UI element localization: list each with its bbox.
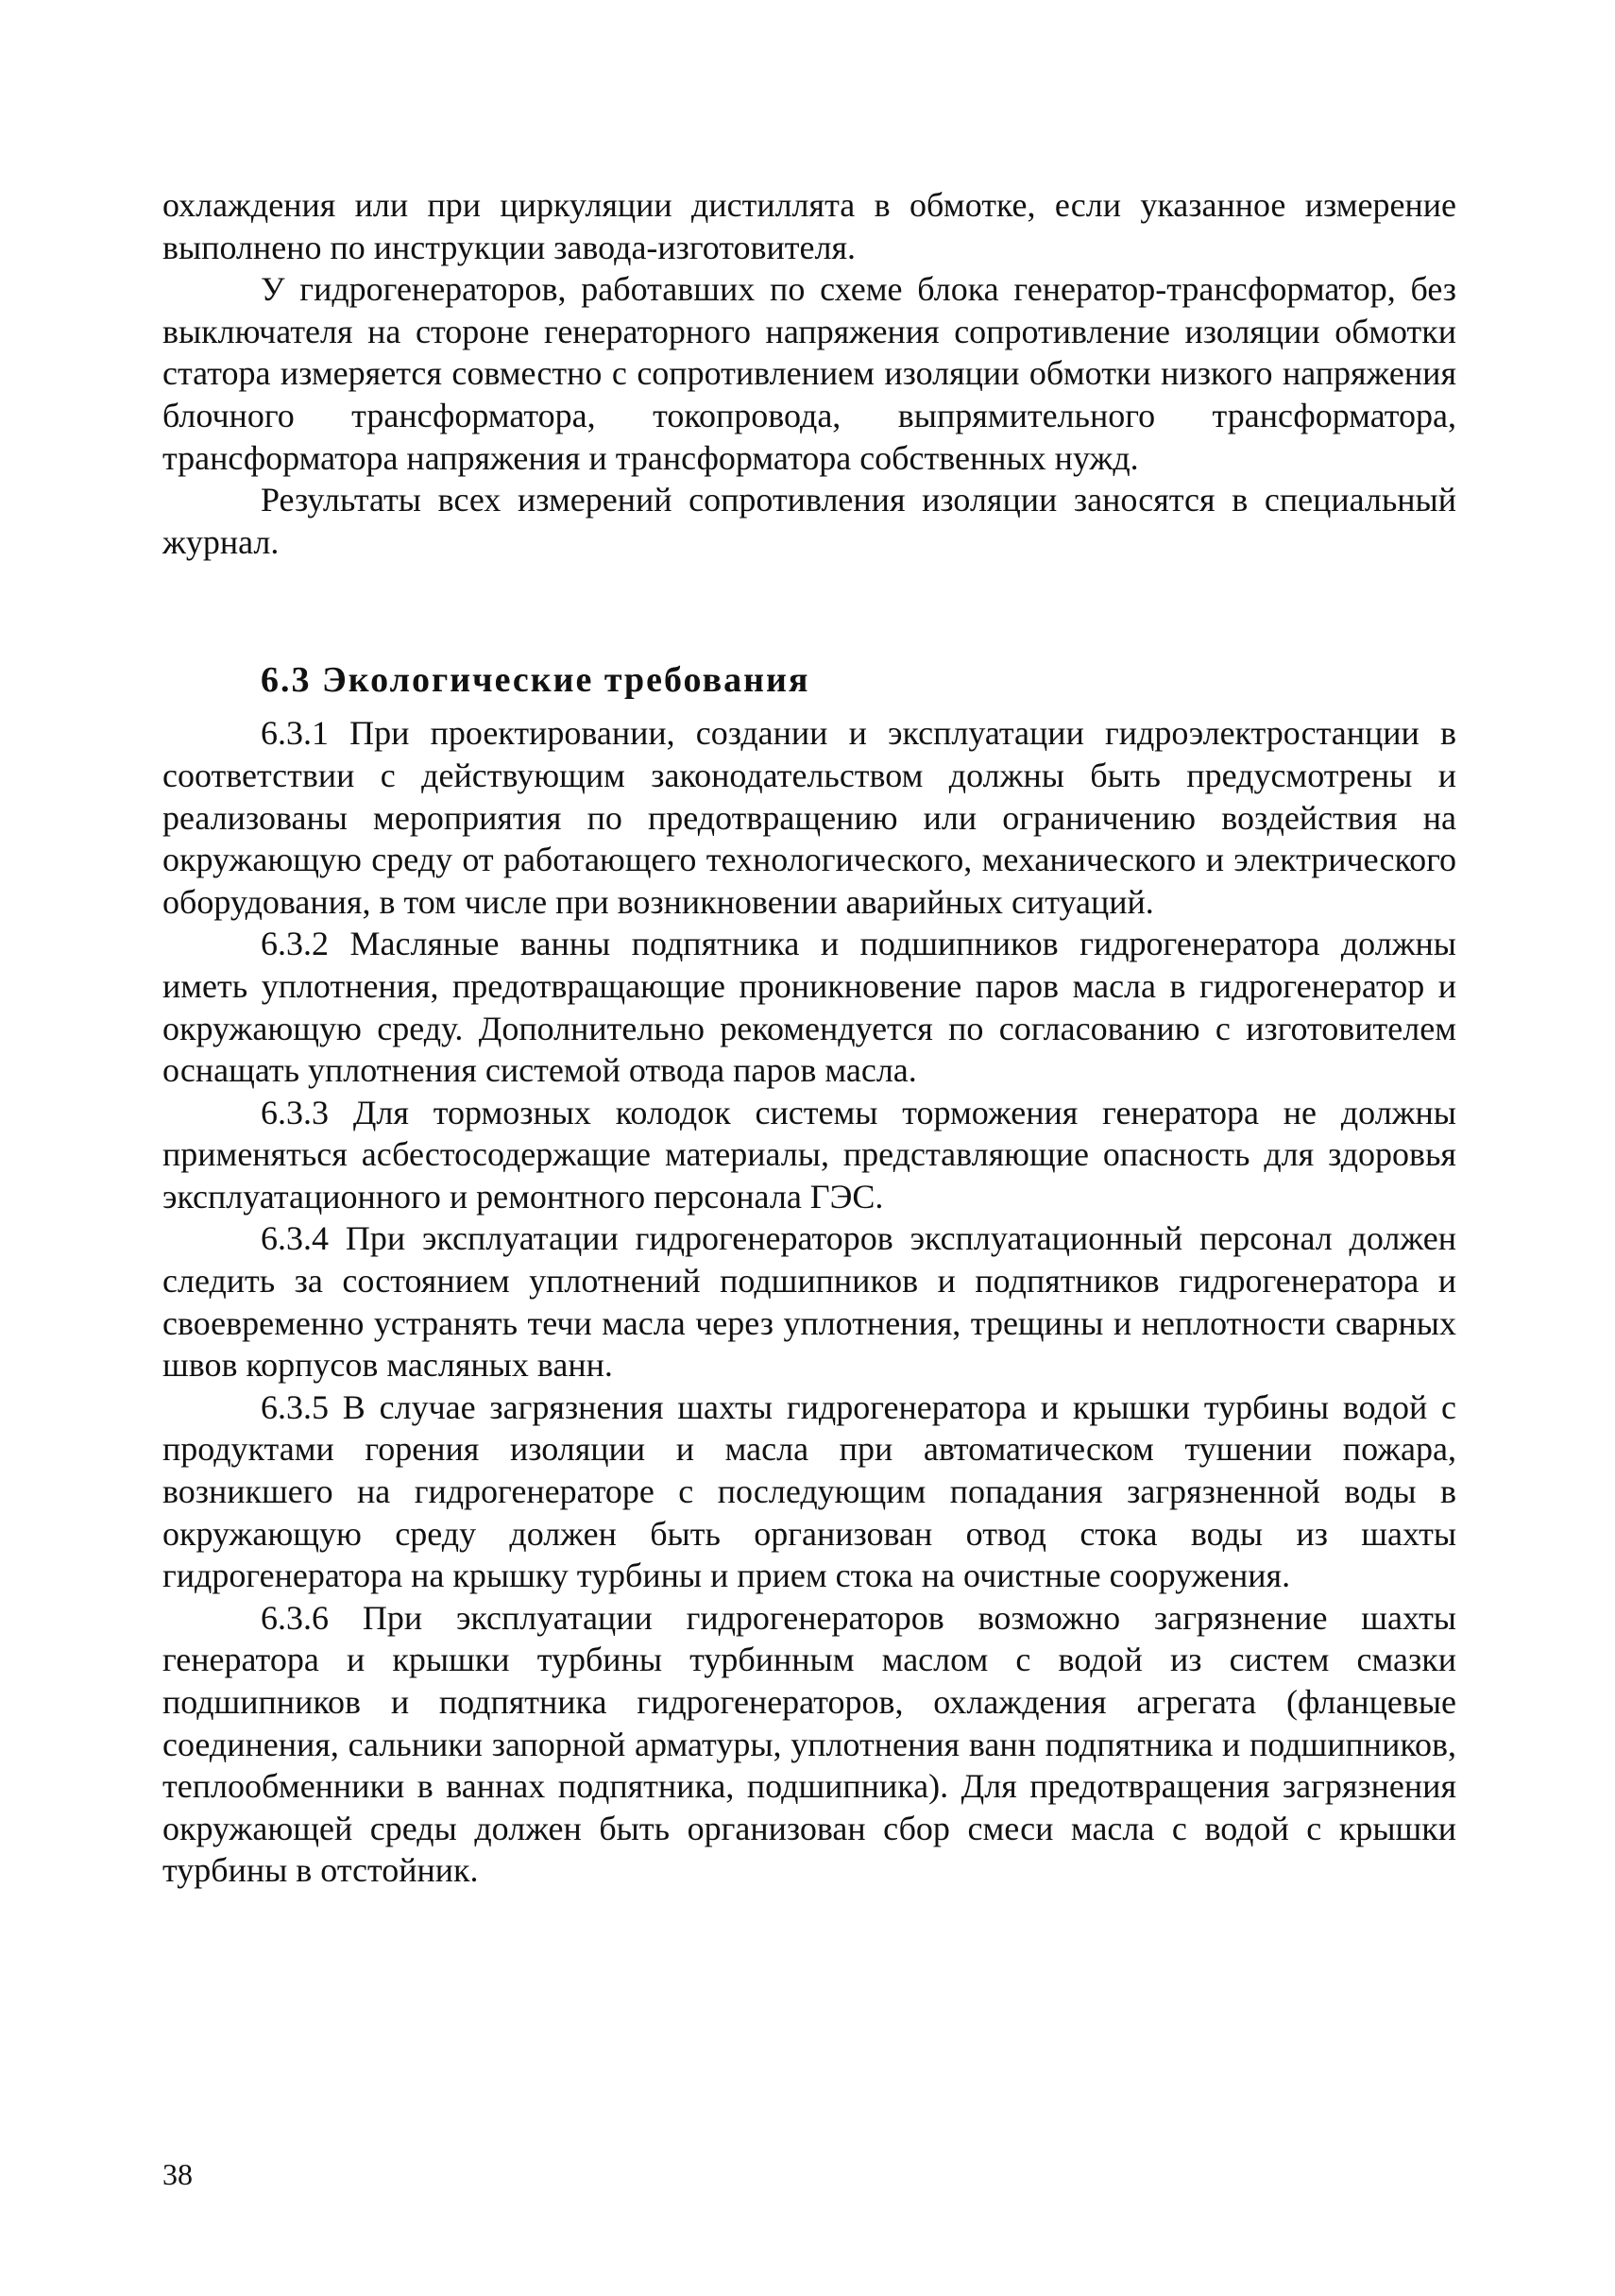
page-number: 38: [162, 2157, 193, 2191]
paragraph-6-3-6: 6.3.6 При эксплуатации гидрогенераторов возможно загрязнение шахты генератора и крышки турбины турбинным маслом с водой из систем смазки подшипников и подпятника гидрогенераторов, охлаждения агрегата (фланцевые соединения, сальники запорной арматуры, уплотнения ванн подпятника и подшипников, теплообменники в ваннах подпятника, подшипника). Для предотвращения загрязнения окружающей среды должен быть организован сбор смеси масла с водой с крышки турбины в отстойник.: [162, 1598, 1456, 1890]
paragraph-6-3-3: 6.3.3 Для тормозных колодок системы торможения генератора не должны применяться асбестосодержащие материалы, представляющие опасность для здоровья эксплуатационного и ремонтного персонала ГЭС.: [162, 1093, 1456, 1216]
paragraph-6-3-5: 6.3.5 В случае загрязнения шахты гидрогенератора и крышки турбины водой с продуктами горения изоляции и масла при автоматическом тушении пожара, возникшего на гидрогенераторе с последующим попадания загрязненной воды в окружающую среду должен быть организован отвод стока воды из шахты гидрогенератора на крышку турбины и прием стока на очистные сооружения.: [162, 1387, 1456, 1595]
paragraph-6-3-1: 6.3.1 При проектировании, создании и эксплуатации гидроэлектростанции в соответствии с действующим законодательством должны быть предусмотрены и реализованы мероприятия по предотвращению или ограничению воздействия на окружающую среду от работающего технологического, механического и электрического оборудования, в том числе при возникновении аварийных ситуаций.: [162, 714, 1456, 921]
paragraph-results-journal: Результаты всех измерений сопротивления изоляции заносятся в специальный журнал.: [162, 481, 1456, 561]
paragraph-6-3-4: 6.3.4 При эксплуатации гидрогенераторов эксплуатационный персонал должен следить за состоянием уплотнений подшипников и подпятников гидрогенератора и своевременно устранять течи масла через уплотнения, трещины и неплотности сварных швов корпусов масляных ванн.: [162, 1219, 1456, 1385]
spacer: [162, 563, 1456, 657]
paragraph-6-3-2: 6.3.2 Масляные ванны подпятника и подшипников гидрогенератора должны иметь уплотнения, предотвращающие проникновение паров масла в гидрогенератор и окружающую среду. Дополнительно рекомендуется по согласованию с изготовителем оснащать уплотнения системой отвода паров масла.: [162, 925, 1456, 1090]
paragraph-insulation-block: У гидрогенераторов, работавших по схеме блока генератор-трансформатор, без выключателя на стороне генераторного напряжения сопротивление изоляции обмотки статора измеряется совместно с сопротивлением изоляции обмотки низкого напряжения блочного трансформатора, токопровода, выпрямительного трансформатора, трансформатора напряжения и трансформатора собственных нужд.: [162, 270, 1456, 477]
section-heading: 6.3 Экологические требования: [261, 660, 810, 701]
text-block: [162, 184, 1456, 1892]
paragraph-continuation: охлаждения или при циркуляции дистиллята в обмотке, если указанное измерение выполнено по инструкции завода-изготовителя.: [162, 186, 1456, 266]
